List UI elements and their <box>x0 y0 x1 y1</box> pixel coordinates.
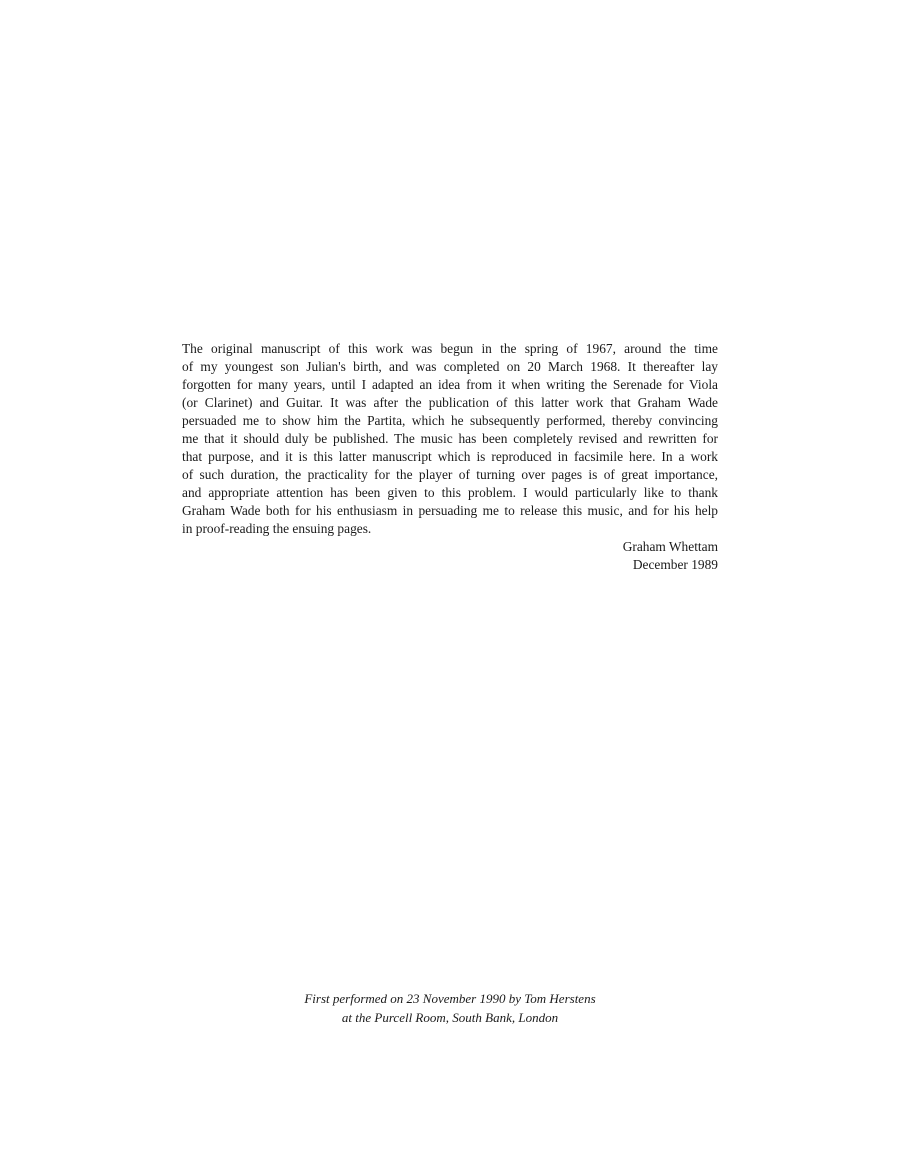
performance-note <box>0 989 900 1027</box>
preface-line: me that it should duly be published. The music has been completely revised and rewritten for <box>182 431 718 446</box>
preface-line: of my youngest son Julian's birth, and was completed on 20 March 1968. It thereafter lay <box>182 359 718 374</box>
preface-line: (or Clarinet) and Guitar. It was after the publication of this latter work that Graham Wade <box>182 395 718 410</box>
signature-block <box>182 538 718 574</box>
preface-line: persuaded me to show him the Partita, which he subsequently performed, thereby convincing <box>182 413 718 428</box>
preface-line: and appropriate attention has been given to this problem. I would particularly like to thank <box>182 485 718 500</box>
author-name: Graham Whettam <box>622 539 718 554</box>
preface-line: in proof-reading the ensuing pages. <box>182 521 372 536</box>
performance-line-1: First performed on 23 November 1990 by Tom Herstens <box>304 991 596 1006</box>
preface-line: Graham Wade both for his enthusiasm in persuading me to release this music, and for his help <box>182 503 718 518</box>
performance-line-2: at the Purcell Room, South Bank, London <box>341 1010 559 1025</box>
preface-line: of such duration, the practicality for the player of turning over pages is of great importance, <box>182 467 718 482</box>
preface-text <box>182 340 718 574</box>
preface-line: The original manuscript of this work was begun in the spring of 1967, around the time <box>182 341 718 356</box>
preface-line: forgotten for many years, until I adapted an idea from it when writing the Serenade for Viola <box>182 377 718 392</box>
preface-line: that purpose, and it is this latter manuscript which is reproduced in facsimile here. In a work <box>182 449 718 464</box>
signature-date: December 1989 <box>632 557 718 572</box>
